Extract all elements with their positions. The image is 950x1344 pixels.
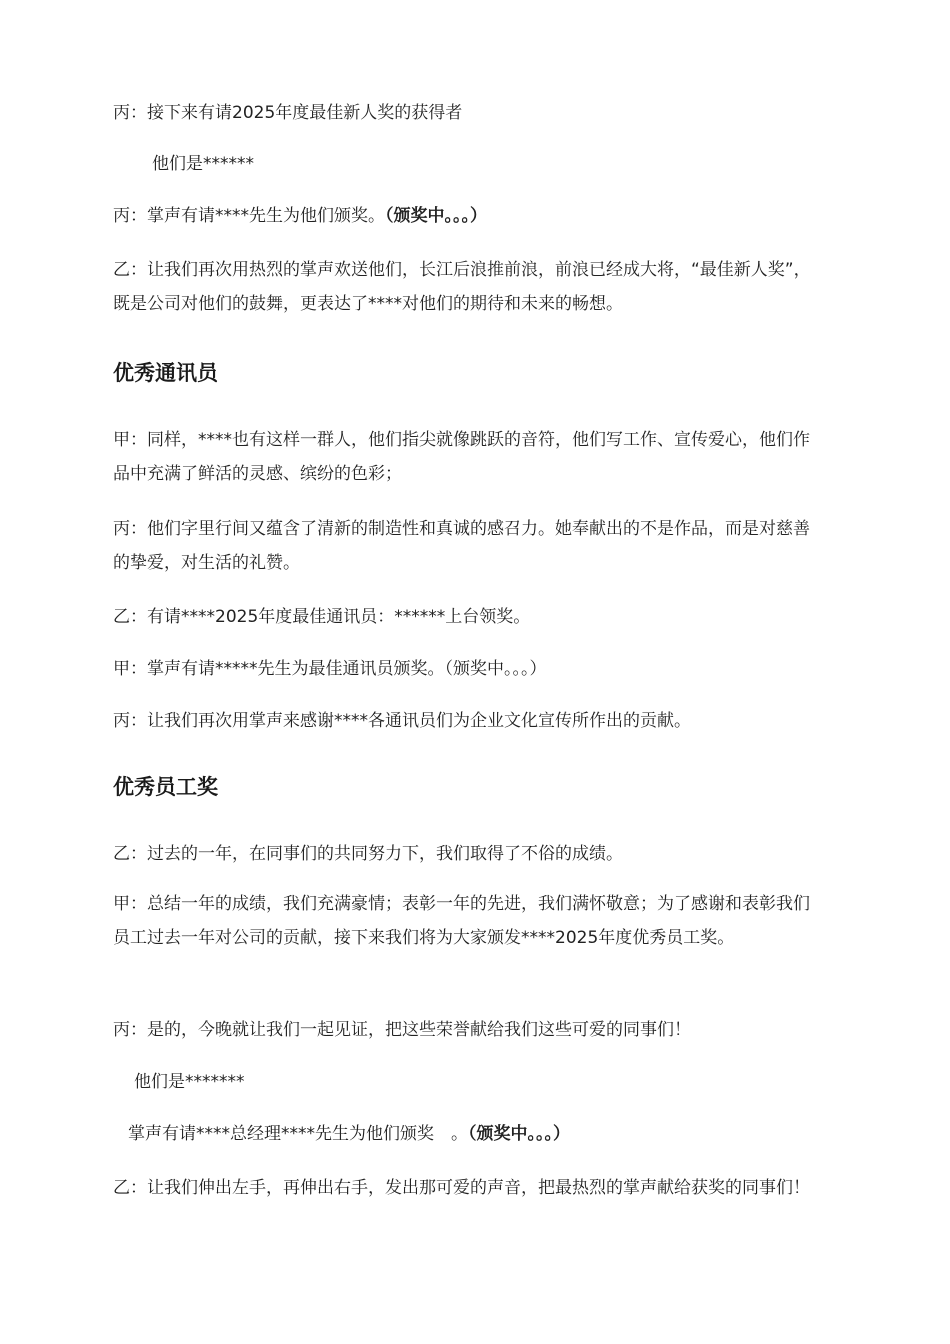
- paragraph-award-presenter-2: 掌声有请****总经理****先生为他们颁奖 。（颁奖中。。。）: [128, 1124, 570, 1144]
- paragraph-winners-list-2: 他们是*******: [134, 1072, 245, 1092]
- paragraph-correspondent-invite: 乙：有请****2025年度最佳通讯员：******上台领奖。: [113, 607, 531, 627]
- paragraph-employee-intro: 乙：过去的一年，在同事们的共同努力下，我们取得了不俗的成绩。: [113, 844, 623, 864]
- paragraph-correspondent-praise: 丙：他们字里行间又蕴含了清新的制造性和真诚的感召力。她奉献出的不是作品，而是对慈善的挚爱，对生活的礼赞。: [113, 519, 810, 573]
- paragraph-employee-witness: 丙：是的，今晚就让我们一起见证，把这些荣誉献给我们这些可爱的同事们！: [113, 1020, 691, 1040]
- paragraph-correspondent-intro: 甲：同样，****也有这样一群人，他们指尖就像跳跃的音符，他们写工作、宣传爱心，他们作品中充满了鲜活的灵感、缤纷的色彩；: [113, 430, 810, 484]
- section-heading-correspondent: 优秀通讯员: [113, 361, 218, 385]
- paragraph-correspondent-presenter: 甲：掌声有请*****先生为最佳通讯员颁奖。（颁奖中。。。）: [113, 659, 547, 679]
- paragraph-correspondent-thanks: 丙：让我们再次用掌声来感谢****各通讯员们为企业文化宣传所作出的贡献。: [113, 711, 691, 731]
- stage-direction: （颁奖中。。。）: [468, 1124, 570, 1144]
- paragraph-new-talent-closing: 乙：让我们再次用热烈的掌声欢送他们，长江后浪推前浪，前浪已经成大将，“最佳新人奖”，既是公司对他们的鼓舞，更表达了****对他们的期待和未来的畅想。: [113, 260, 811, 314]
- section-heading-employee: 优秀员工奖: [113, 775, 218, 799]
- paragraph-new-talent-intro: 丙：接下来有请2025年度最佳新人奖的获得者: [113, 103, 463, 123]
- paragraph-employee-summary: 甲：总结一年的成绩，我们充满豪情；表彰一年的先进，我们满怀敬意；为了感谢和表彰我们员工过去一年对公司的贡献，接下来我们将为大家颁发****2025年度优秀员工奖。: [113, 894, 810, 948]
- paragraph-employee-closing: 乙：让我们伸出左手，再伸出右手，发出那可爱的声音，把最热烈的掌声献给获奖的同事们！: [113, 1178, 810, 1198]
- stage-direction: （颁奖中。。。）: [385, 206, 487, 226]
- paragraph-winners-list-1: 他们是******: [152, 154, 254, 174]
- paragraph-award-presenter-1: 丙：掌声有请****先生为他们颁奖。（颁奖中。。。）: [113, 206, 487, 226]
